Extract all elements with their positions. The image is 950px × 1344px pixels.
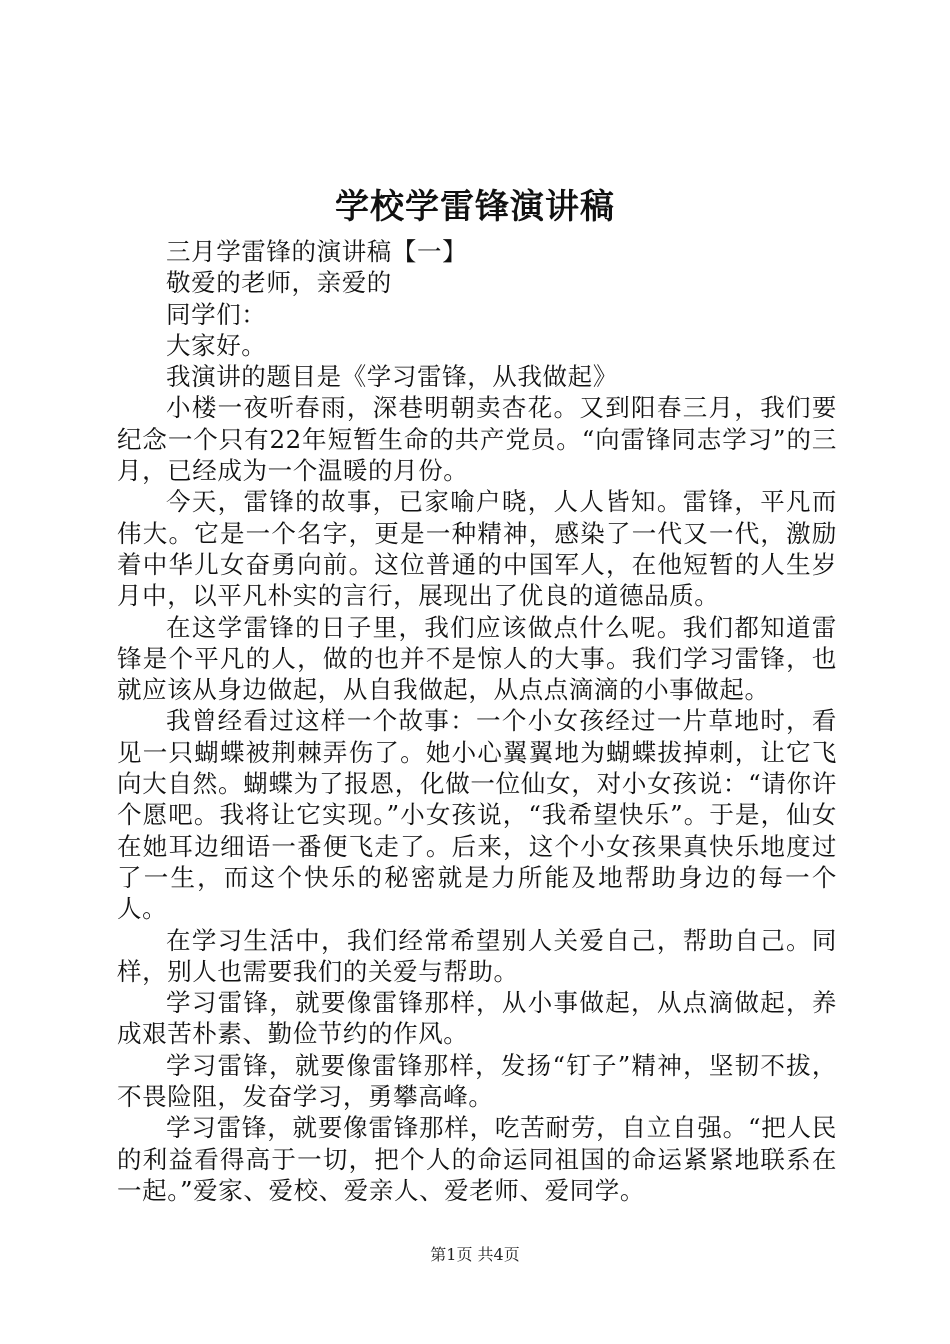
document-title: 学校学雷锋演讲稿: [335, 187, 615, 227]
paragraph: 敬爱的老师，亲爱的: [166, 268, 392, 298]
paragraph: 今天，雷锋的故事，已家喻户晓，人人皆知。雷锋，平凡而伟大。它是一个名字，更是一种精神，感染了一代又一代，激励着中华儿女奋勇向前。这位普通的中国军人，在他短暂的人生岁月中，以平凡朴实的言行，展现出了优良的道德品质。: [117, 487, 837, 611]
paragraph: 在学习生活中，我们经常希望别人关爱自己，帮助自己。同样，别人也需要我们的关爱与帮助。: [117, 925, 837, 986]
paragraph: 我演讲的题目是《学习雷锋，从我做起》: [166, 362, 618, 392]
paragraph: 在这学雷锋的日子里，我们应该做点什么呢。我们都知道雷锋是个平凡的人，做的也并不是惊人的大事。我们学习雷锋，也就应该从身边做起，从自我做起，从点点滴滴的小事做起。: [117, 612, 837, 705]
paragraph: 小楼一夜听春雨，深巷明朝卖杏花。又到阳春三月，我们要纪念一个只有22年短暂生命的共产党员。“向雷锋同志学习”的三月，已经成为一个温暖的月份。: [117, 393, 837, 486]
paragraph: 我曾经看过这样一个故事：一个小女孩经过一片草地时，看见一只蝴蝶被荆棘弄伤了。她小心翼翼地为蝴蝶拔掉刺，让它飞向大自然。蝴蝶为了报恩，化做一位仙女，对小女孩说：“请你许个愿吧。我将让它实现。”小女孩说，“我希望快乐”。于是，仙女在她耳边细语一番便飞走了。后来，这个小女孩果真快乐地度过了一生，而这个快乐的秘密就是力所能及地帮助身边的每一个人。: [117, 706, 837, 924]
document-body: [117, 236, 837, 1206]
paragraph: 大家好。: [166, 330, 267, 360]
paragraph: 学习雷锋，就要像雷锋那样，从小事做起，从点滴做起，养成艰苦朴素、勤俭节约的作风。: [117, 988, 837, 1049]
paragraph: 三月学雷锋的演讲稿【一】: [166, 237, 468, 266]
paragraph: 学习雷锋，就要像雷锋那样，发扬“钉子”精神，坚韧不拔，不畏险阻，发奋学习，勇攀高峰。: [117, 1050, 837, 1112]
paragraph: 学习雷锋，就要像雷锋那样，吃苦耐劳，自立自强。“把人民的利益看得高于一切，把个人的命运同祖国的命运紧紧地联系在一起。”爱家、爱校、爱亲人、爱老师、爱同学。: [117, 1113, 837, 1205]
paragraph: 同学们：: [166, 299, 267, 329]
page-number-footer: 第1页 共4页: [430, 1245, 520, 1264]
